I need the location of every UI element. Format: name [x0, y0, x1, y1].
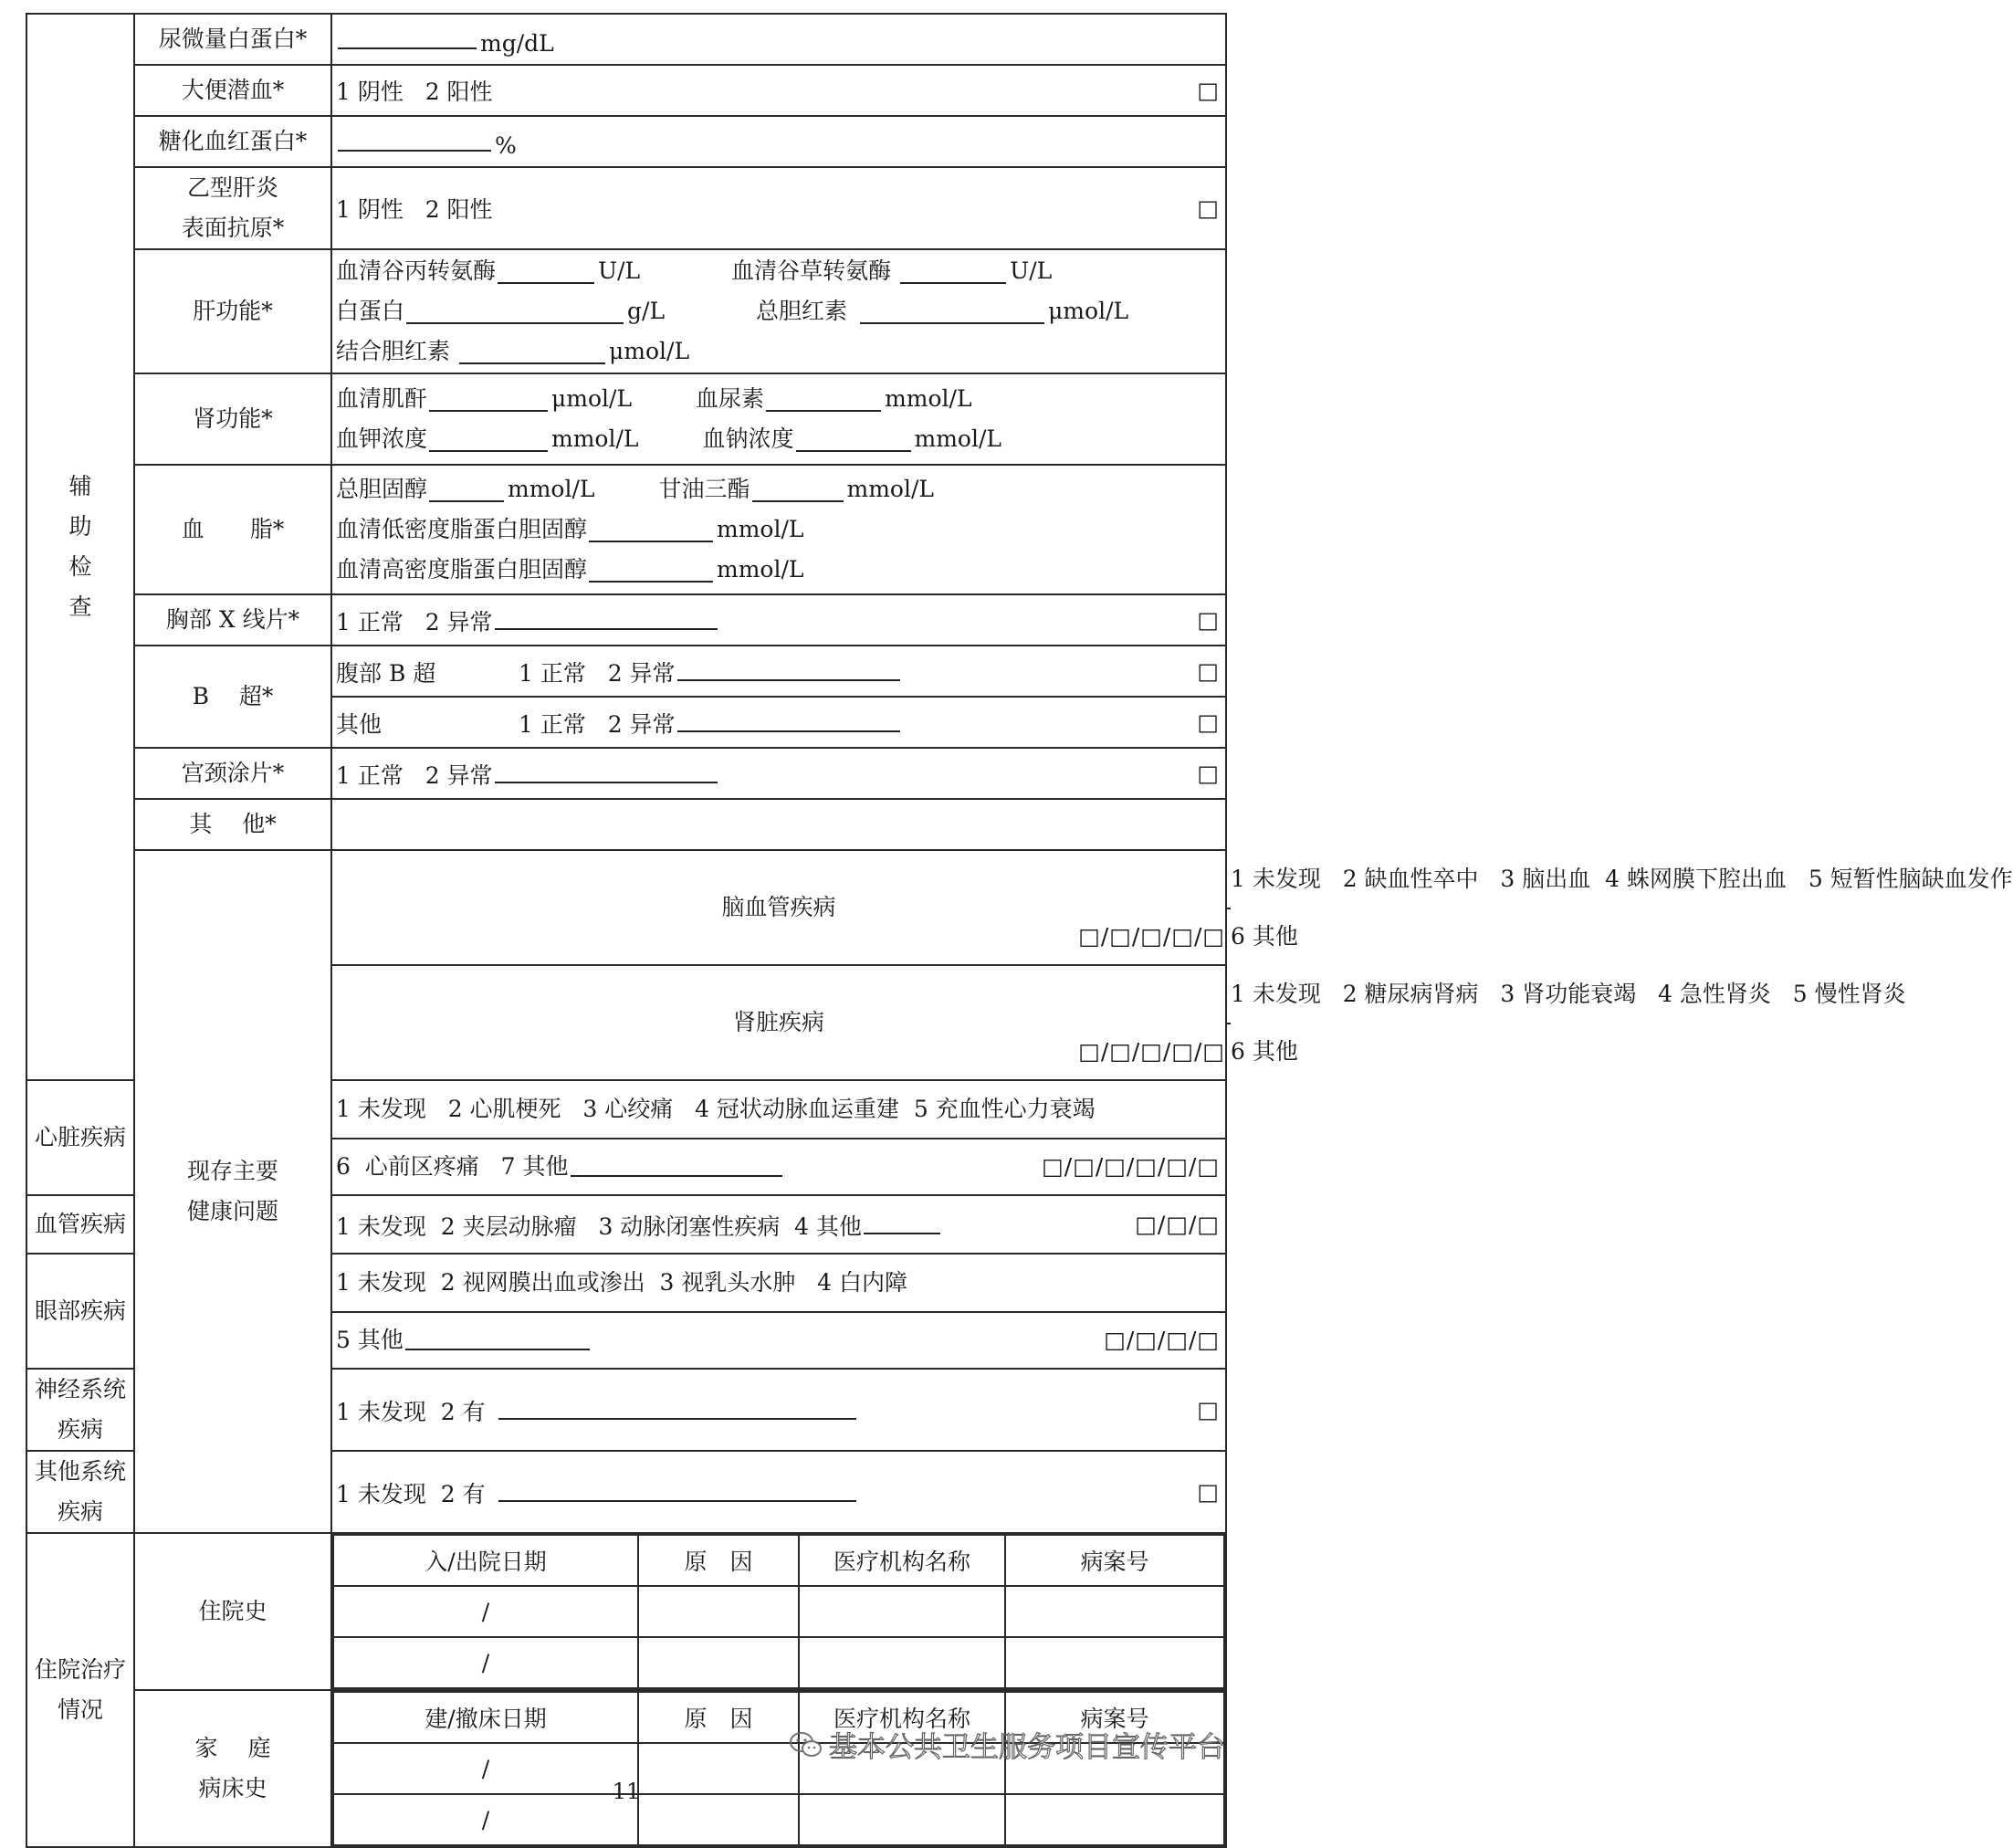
label-home-bed-history — [134, 1690, 331, 1847]
checkbox-renal-disease[interactable]: □/□/□/□/□ — [1078, 1038, 1225, 1065]
field-lipids — [331, 465, 1226, 594]
blank-albumin[interactable] — [406, 297, 624, 324]
label-alt: 血清谷丙转氨酶 — [336, 257, 497, 284]
blank-ldl[interactable] — [589, 515, 713, 542]
blank-alt[interactable] — [498, 257, 594, 284]
checkbox-other-system[interactable]: □ — [1197, 1478, 1220, 1506]
label-bscan-other: 其他 — [336, 711, 383, 738]
field-aux-other[interactable] — [331, 799, 1226, 850]
field-liver-function — [331, 249, 1226, 373]
blank-urine-albumin[interactable] — [338, 22, 477, 49]
table-cell[interactable] — [799, 1637, 1005, 1688]
options-fecal-blood: 1 阴性 2 阳性 — [336, 79, 493, 105]
unit-tg: mmol/L — [846, 476, 934, 502]
unit-bun: mmol/L — [885, 385, 972, 412]
wechat-icon — [789, 1731, 823, 1759]
blank-hdl[interactable] — [589, 555, 713, 583]
label-aux-other: 其 他* — [134, 799, 331, 850]
watermark — [789, 1724, 1225, 1765]
checkbox-hbsag[interactable]: □ — [1197, 194, 1220, 222]
label-hbsag — [134, 167, 331, 249]
checkbox-bscan-abdomen[interactable]: □ — [1197, 657, 1220, 685]
table-cell[interactable] — [1005, 1586, 1224, 1637]
field-bscan-abdomen[interactable] — [331, 646, 1226, 697]
field-fecal-blood[interactable] — [331, 65, 1226, 116]
label-hbsag-line1: 乙型肝炎 — [186, 174, 278, 201]
checkbox-pap-smear[interactable]: □ — [1197, 760, 1220, 787]
table-cell[interactable]: / — [333, 1743, 638, 1794]
col-header: 入/出院日期 — [333, 1535, 638, 1586]
label-tg: 甘油三酯 — [658, 476, 750, 502]
watermark-text: 基本公共卫生服务项目宣传平台 — [829, 1731, 1225, 1764]
field-nervous-system[interactable] — [331, 1369, 1226, 1451]
other-heart-disease: 6 心前区疼痛 7 其他 — [336, 1153, 569, 1180]
options-bscan-other: 1 正常 2 异常 — [519, 711, 676, 738]
table-row — [333, 1637, 1224, 1688]
label-bscan: B 超* — [134, 646, 331, 748]
page-number: 11 — [612, 1779, 641, 1804]
table-cell[interactable] — [638, 1586, 799, 1637]
field-vascular-disease[interactable] — [331, 1195, 1226, 1254]
label-sodium: 血钠浓度 — [702, 425, 794, 452]
unit-alt: U/L — [598, 257, 641, 284]
unit-urine-albumin: mg/dL — [480, 30, 554, 57]
label-pap-smear: 宫颈涂片* — [134, 748, 331, 799]
label-hbsag-line2: 表面抗原* — [181, 215, 285, 241]
checkbox-vascular-disease[interactable]: □/□/□ — [1135, 1211, 1220, 1238]
field-urine-albumin[interactable] — [331, 14, 1226, 65]
options-pap-smear: 1 正常 2 异常 — [336, 762, 493, 789]
unit-tbil: μmol/L — [1048, 298, 1129, 324]
field-pap-smear[interactable] — [331, 748, 1226, 799]
blank-vascular-other[interactable] — [864, 1207, 940, 1234]
blank-sodium[interactable] — [796, 425, 911, 452]
checkbox-bscan-other[interactable]: □ — [1197, 709, 1220, 736]
unit-ldl: mmol/L — [717, 516, 804, 542]
col-header: 医疗机构名称 — [799, 1692, 1005, 1743]
section-health-problems — [134, 850, 331, 1533]
options-heart-disease: 1 未发现 2 心肌梗死 3 心绞痛 4 冠状动脉血运重建 5 充血性心力衰竭 — [336, 1096, 1096, 1122]
field-other-system[interactable] — [331, 1451, 1226, 1533]
options-renal-disease: 1 未发现 2 糖尿病肾病 3 肾功能衰竭 4 急性肾炎 5 慢性肾炎 — [1231, 981, 1906, 1007]
unit-scr: μmol/L — [551, 385, 633, 412]
blank-ast[interactable] — [900, 257, 1006, 284]
table-cell[interactable] — [638, 1637, 799, 1688]
unit-potassium: mmol/L — [551, 425, 639, 452]
field-kidney-function — [331, 373, 1226, 465]
field-hba1c[interactable] — [331, 116, 1226, 167]
blank-dbil[interactable] — [459, 337, 605, 364]
other-renal-disease: 6 其他 — [1231, 1038, 1298, 1065]
other-eye-disease: 5 其他 — [336, 1327, 404, 1353]
label-tbil: 总胆红素 — [756, 298, 848, 324]
label-ast: 血清谷草转氨酶 — [731, 257, 892, 284]
checkbox-cerebrovascular[interactable]: □/□/□/□/□ — [1078, 923, 1225, 950]
label-hdl: 血清高密度脂蛋白胆固醇 — [336, 556, 588, 583]
col-header: 原 因 — [638, 1692, 799, 1743]
blank-chest-xray[interactable] — [495, 603, 718, 630]
table-cell[interactable] — [1005, 1637, 1224, 1688]
label-urine-albumin: 尿微量白蛋白* — [134, 14, 331, 65]
label-bscan-abdomen: 腹部 B 超 — [336, 660, 436, 687]
label-bun: 血尿素 — [696, 385, 765, 412]
col-header: 病案号 — [1005, 1535, 1224, 1586]
table-cell[interactable] — [799, 1586, 1005, 1637]
blank-tc[interactable] — [429, 475, 504, 502]
blank-bun[interactable] — [766, 384, 881, 412]
options-cerebrovascular: 1 未发现 2 缺血性卒中 3 脑出血 4 蛛网膜下腔出血 5 短暂性脑缺血发作 — [1231, 866, 2013, 892]
label-lipids: 血 脂* — [134, 465, 331, 594]
section-hosp-line1: 住院治疗 — [34, 1656, 126, 1683]
unit-sodium: mmol/L — [914, 425, 1001, 452]
label-cerebrovascular: 脑血管疾病 — [331, 850, 1226, 965]
section-aux-label: 辅助检查 — [68, 473, 92, 620]
col-header: 建/撤床日期 — [333, 1692, 638, 1743]
options-eye-disease: 1 未发现 2 视网膜出血或渗出 3 视乳头水肿 4 白内障 — [336, 1269, 908, 1296]
homebed-table — [332, 1691, 1225, 1846]
options-hbsag: 1 阴性 2 阳性 — [336, 196, 493, 223]
field-heart-disease — [331, 1080, 1226, 1195]
field-hbsag[interactable] — [331, 167, 1226, 249]
checkbox-chest-xray[interactable]: □ — [1197, 606, 1220, 634]
field-home-bed-history — [331, 1690, 1226, 1847]
table-cell[interactable]: / — [333, 1637, 638, 1688]
blank-tg[interactable] — [752, 475, 844, 502]
table-cell[interactable]: / — [333, 1794, 638, 1845]
label-vascular-disease: 血管疾病 — [26, 1195, 134, 1254]
blank-other-system[interactable] — [498, 1475, 856, 1502]
blank-pap-smear[interactable] — [495, 756, 718, 783]
label-kidney-function: 肾功能* — [134, 373, 331, 465]
table-cell[interactable]: / — [333, 1586, 638, 1637]
col-header: 病案号 — [1005, 1692, 1224, 1743]
blank-scr[interactable] — [429, 384, 548, 412]
label-nervous-system: 神经系统疾病 — [26, 1369, 134, 1451]
options-bscan-abdomen: 1 正常 2 异常 — [519, 660, 676, 687]
blank-potassium[interactable] — [429, 425, 548, 452]
label-dbil: 结合胆红素 — [336, 338, 451, 364]
label-eye-disease: 眼部疾病 — [26, 1254, 134, 1369]
blank-bscan-abdomen[interactable] — [677, 654, 900, 681]
label-scr: 血清肌酐 — [336, 385, 428, 412]
unit-tc: mmol/L — [508, 476, 595, 502]
label-homebed-line2: 病床史 — [198, 1775, 267, 1801]
checkbox-nervous-system[interactable]: □ — [1197, 1396, 1220, 1423]
label-potassium: 血钾浓度 — [336, 425, 428, 452]
label-albumin: 白蛋白 — [336, 298, 405, 324]
unit-albumin: g/L — [627, 298, 666, 324]
blank-heart-other[interactable] — [571, 1150, 782, 1177]
inpatient-table — [332, 1534, 1225, 1689]
label-other-system: 其他系统疾病 — [26, 1451, 134, 1533]
field-chest-xray[interactable] — [331, 594, 1226, 646]
label-heart-disease: 心脏疾病 — [26, 1080, 134, 1195]
label-renal-disease: 肾脏疾病 — [331, 965, 1226, 1080]
label-ldl: 血清低密度脂蛋白胆固醇 — [336, 516, 588, 542]
label-homebed-line1: 家 庭 — [194, 1735, 271, 1761]
unit-hba1c: % — [495, 132, 517, 159]
col-header: 医疗机构名称 — [799, 1535, 1005, 1586]
section-aux-exam — [26, 14, 134, 1080]
label-chest-xray: 胸部 X 线片* — [134, 594, 331, 646]
label-fecal-blood: 大便潜血* — [134, 65, 331, 116]
col-header: 原 因 — [638, 1535, 799, 1586]
checkbox-fecal-blood[interactable]: □ — [1197, 77, 1220, 104]
label-tc: 总胆固醇 — [336, 476, 428, 502]
unit-dbil: μmol/L — [609, 338, 690, 364]
checkbox-heart-disease[interactable]: □/□/□/□/□/□ — [1042, 1153, 1220, 1180]
field-inpatient-history — [331, 1533, 1226, 1690]
other-cerebrovascular: 6 其他 — [1231, 923, 1298, 950]
options-chest-xray: 1 正常 2 异常 — [336, 609, 493, 635]
options-vascular-disease: 1 未发现 2 夹层动脉瘤 3 动脉闭塞性疾病 4 其他 — [336, 1213, 863, 1240]
label-hba1c: 糖化血红蛋白* — [134, 116, 331, 167]
section-problems-line2: 健康问题 — [186, 1198, 278, 1224]
options-nervous-system: 1 未发现 2 有 — [336, 1399, 486, 1425]
unit-ast: U/L — [1010, 257, 1053, 284]
blank-eye-other[interactable] — [405, 1323, 590, 1350]
checkbox-eye-disease[interactable]: □/□/□/□ — [1104, 1327, 1220, 1353]
field-eye-disease — [331, 1254, 1226, 1369]
blank-nervous-system[interactable] — [498, 1392, 856, 1420]
section-problems-line1: 现存主要 — [186, 1158, 278, 1184]
options-other-system: 1 未发现 2 有 — [336, 1481, 486, 1507]
blank-bscan-other[interactable] — [677, 705, 900, 732]
health-exam-form — [26, 13, 2013, 1848]
unit-hdl: mmol/L — [717, 556, 804, 583]
label-inpatient-history: 住院史 — [134, 1533, 331, 1690]
inpatient-header — [333, 1535, 1224, 1586]
table-row — [333, 1586, 1224, 1637]
section-hosp-line2: 情况 — [57, 1696, 103, 1723]
field-bscan-other[interactable] — [331, 697, 1226, 748]
blank-hba1c[interactable] — [338, 124, 491, 152]
blank-tbil[interactable] — [860, 297, 1044, 324]
label-liver-function: 肝功能* — [134, 249, 331, 373]
